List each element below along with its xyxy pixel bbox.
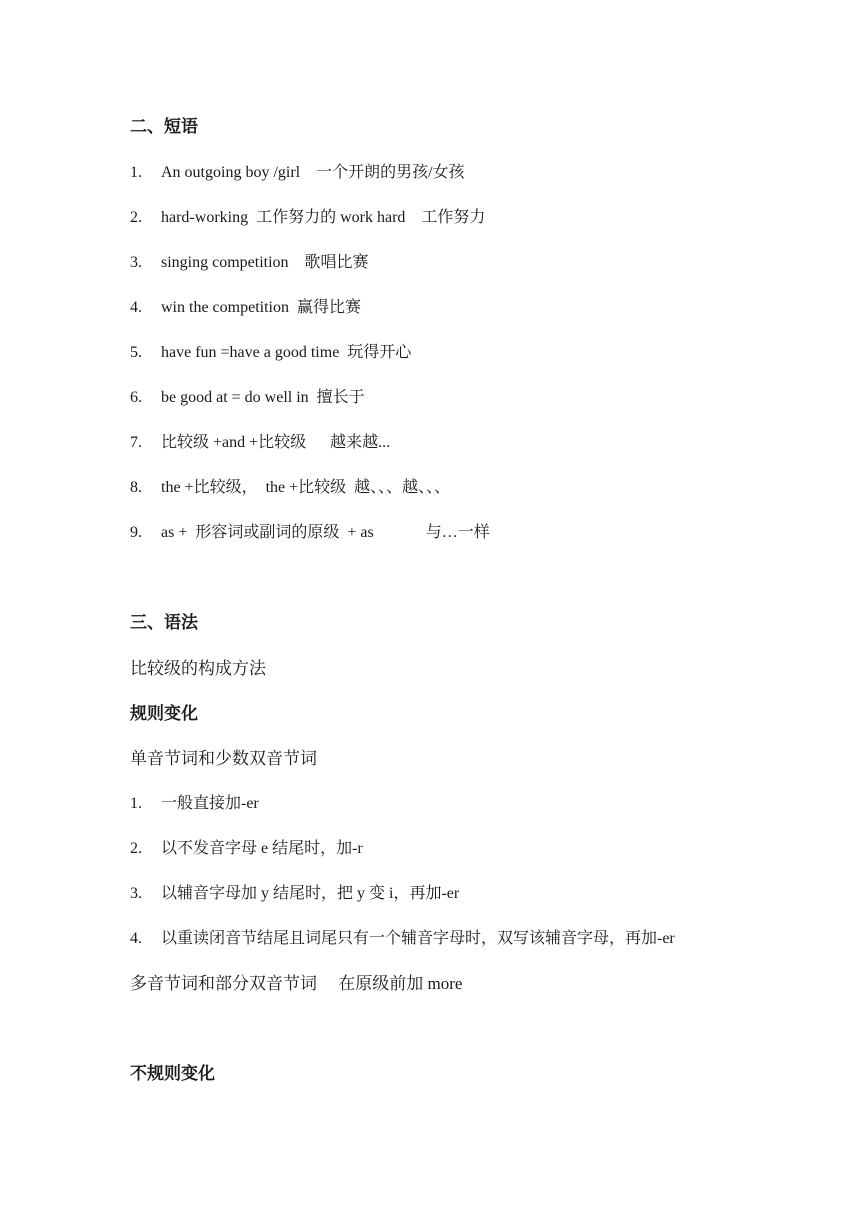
phrase-item [130,342,411,364]
section-heading-phrases: 二、短语 [130,117,198,137]
item-number: 4. [130,930,142,947]
item-number: 3. [130,885,142,902]
item-number: 2. [130,209,142,226]
item-text: 以辅音字母加 y 结尾时，把 y 变 i，再加-er [161,885,460,902]
phrase-item [130,252,369,274]
item-text: 比较级 +and +比较级 越来越... [161,434,391,451]
item-text: win the competition 赢得比赛 [161,299,361,316]
subheading-regular: 规则变化 [130,704,198,724]
rule-item [130,928,675,950]
item-number: 2. [130,840,142,857]
item-number: 3. [130,254,142,271]
subheading-irregular: 不规则变化 [130,1064,215,1084]
item-text: hard-working 工作努力的 work hard 工作努力 [161,209,486,226]
phrase-item [130,387,365,409]
item-number: 1. [130,164,142,181]
item-text: singing competition 歌唱比赛 [161,254,369,271]
phrase-item [130,477,450,499]
phrase-item [130,432,390,454]
item-text: An outgoing boy /girl 一个开朗的男孩/女孩 [161,164,465,181]
item-number: 4. [130,299,142,316]
item-text: 以重读闭音节结尾且词尾只有一个辅音字母时，双写该辅音字母，再加-er [161,930,675,947]
item-number: 9. [130,524,142,541]
item-text: be good at = do well in 擅长于 [161,389,365,406]
section-heading-grammar: 三、语法 [130,613,198,633]
item-text: as + 形容词或副词的原级 + as 与…一样 [161,524,490,541]
phrase-item [130,162,465,184]
phrase-item [130,297,361,319]
grammar-intro: 比较级的构成方法 [130,659,266,678]
rule-item [130,883,459,905]
multi-syllable-rule: 多音节词和部分双音节词 在原级前加 more [130,974,463,993]
item-text: have fun =have a good time 玩得开心 [161,344,412,361]
item-text: the +比较级， the +比较级 越、、、越、、、 [161,479,451,496]
item-number: 5. [130,344,142,361]
item-text: 一般直接加-er [161,795,259,812]
rule-item [130,793,259,815]
phrase-item [130,522,490,544]
rule-item [130,838,363,860]
item-number: 1. [130,795,142,812]
item-number: 6. [130,389,142,406]
phrase-item [130,207,485,229]
item-number: 7. [130,434,142,451]
item-text: 以不发音字母 e 结尾时，加-r [161,840,363,857]
item-number: 8. [130,479,142,496]
single-syllable-label: 单音节词和少数双音节词 [130,749,317,768]
